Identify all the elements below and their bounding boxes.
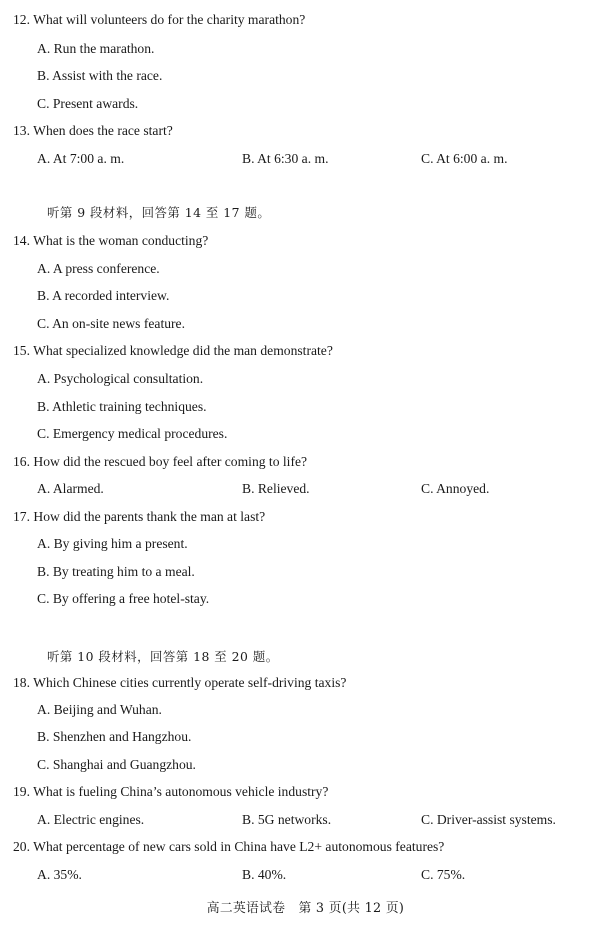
question-text: 20. What percentage of new cars sold in China have L2+ autonomous features? [13,839,445,854]
answer-option: A. By giving him a present. [37,536,188,551]
answer-option: C. 75%. [421,867,466,882]
section-instruction: 听第 10 段材料，回答第 18 至 20 题。 [47,649,279,664]
answer-option: B. Athletic training techniques. [37,399,207,414]
question-text: 14. What is the woman conducting? [13,233,209,248]
answer-option: B. Shenzhen and Hangzhou. [37,729,192,744]
answer-option: A. 35%. [37,867,82,882]
answer-option: C. Driver-assist systems. [421,812,556,827]
answer-option: A. Run the marathon. [37,41,155,56]
answer-option: C. By offering a free hotel-stay. [37,591,210,606]
answer-option: A. Beijing and Wuhan. [37,702,162,717]
answer-option: C. An on-site news feature. [37,316,185,331]
answer-option: B. At 6:30 a. m. [242,151,329,166]
page-footer: 高二英语试卷 第 3 页(共 12 页) [206,901,405,916]
answer-option: B. By treating him to a meal. [37,564,195,579]
answer-option: A. Electric engines. [37,812,145,827]
section-instruction: 听第 9 段材料，回答第 14 至 17 题。 [47,205,271,220]
answer-option: A. At 7:00 a. m. [37,151,125,166]
option-row [0,810,611,830]
answer-option: C. Shanghai and Guangzhou. [37,757,196,772]
option-row [0,149,611,169]
answer-option: A. Alarmed. [37,481,104,496]
answer-option: B. 5G networks. [242,812,332,827]
answer-option: C. At 6:00 a. m. [421,151,508,166]
answer-option: A. A press conference. [37,261,160,276]
option-row [0,479,611,499]
question-text: 17. How did the parents thank the man at last? [13,509,266,524]
answer-option: C. Present awards. [37,96,139,111]
answer-option: B. 40%. [242,867,287,882]
option-row [0,865,611,885]
answer-option: B. Assist with the race. [37,68,163,83]
answer-option: B. Relieved. [242,481,310,496]
question-text: 15. What specialized knowledge did the man demonstrate? [13,343,333,358]
answer-option: C. Annoyed. [421,481,490,496]
answer-option: A. Psychological consultation. [37,371,204,386]
question-text: 18. Which Chinese cities currently operate self-driving taxis? [13,675,347,690]
question-text: 12. What will volunteers do for the charity marathon? [13,12,306,27]
question-text: 13. When does the race start? [13,123,173,138]
question-text: 16. How did the rescued boy feel after coming to life? [13,454,308,469]
answer-option: B. A recorded interview. [37,288,170,303]
answer-option: C. Emergency medical procedures. [37,426,228,441]
question-text: 19. What is fueling China’s autonomous vehicle industry? [13,784,329,799]
